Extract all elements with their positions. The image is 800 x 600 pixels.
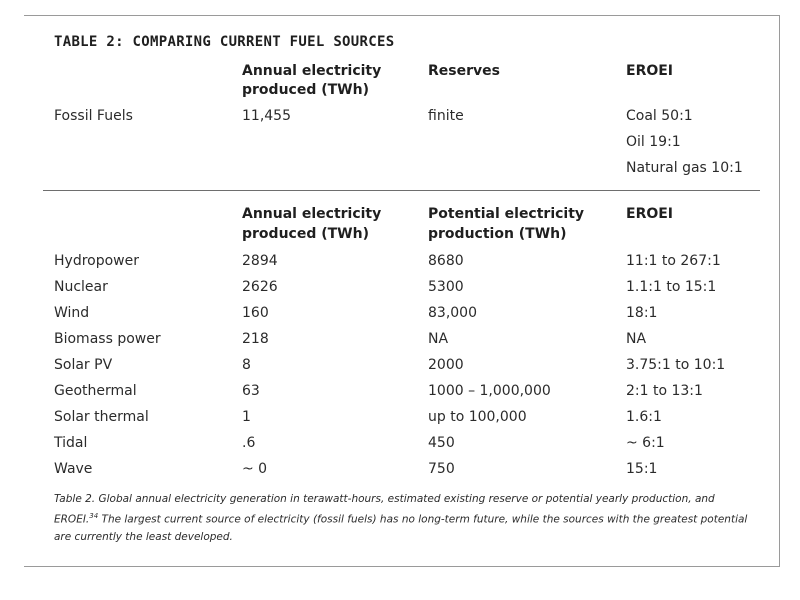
row-produced: 1 xyxy=(242,409,251,425)
table-title: TABLE 2: COMPARING CURRENT FUEL SOURCES xyxy=(54,34,395,50)
row-potential: 83,000 xyxy=(428,305,477,321)
row-eroei: 11:1 to 267:1 xyxy=(626,253,721,269)
top-header-annual-line1: Annual electricity xyxy=(242,63,382,79)
row-source: Hydropower xyxy=(54,253,139,269)
row-produced: ~ 0 xyxy=(242,461,268,477)
row-source: Biomass power xyxy=(54,331,161,347)
row-source: Nuclear xyxy=(54,279,108,295)
row-potential: up to 100,000 xyxy=(428,409,527,425)
row-potential: 8680 xyxy=(428,253,464,269)
row-source: Wave xyxy=(54,461,93,477)
fossil-produced: 11,455 xyxy=(242,108,291,124)
fossil-reserves: finite xyxy=(428,108,464,124)
row-produced: 2894 xyxy=(242,253,278,269)
bottom-header-annual-line2: produced (TWh) xyxy=(242,226,369,242)
fossil-eroei-oil: Oil 19:1 xyxy=(626,134,681,150)
row-produced: 218 xyxy=(242,331,269,347)
row-eroei: 15:1 xyxy=(626,461,658,477)
row-eroei: ~ 6:1 xyxy=(626,435,665,451)
row-eroei: 18:1 xyxy=(626,305,658,321)
row-potential: 5300 xyxy=(428,279,464,295)
top-header-eroei: EROEI xyxy=(626,63,674,79)
fossil-source: Fossil Fuels xyxy=(54,108,133,124)
bottom-header-eroei: EROEI xyxy=(626,206,674,222)
row-produced: .6 xyxy=(242,435,256,451)
top-header-annual-line2: produced (TWh) xyxy=(242,82,369,98)
row-source: Tidal xyxy=(54,435,88,451)
table-caption xyxy=(54,491,754,546)
row-eroei: 2:1 to 13:1 xyxy=(626,383,703,399)
caption-text-1: Table 2. Global annual electricity generation in terawatt-hours, estimated existing reserve or potential yearly production, and EROEI. xyxy=(54,493,715,526)
row-eroei: 3.75:1 to 10:1 xyxy=(626,357,726,373)
bottom-header-annual-line1: Annual electricity xyxy=(242,206,382,222)
row-produced: 8 xyxy=(242,357,251,373)
row-source: Wind xyxy=(54,305,90,321)
caption-footnote: 34 xyxy=(89,512,99,520)
fossil-eroei-gas: Natural gas 10:1 xyxy=(626,160,743,176)
row-potential: 750 xyxy=(428,461,455,477)
row-eroei: 1.6:1 xyxy=(626,409,662,425)
row-source: Geothermal xyxy=(54,383,137,399)
row-produced: 63 xyxy=(242,383,260,399)
row-produced: 160 xyxy=(242,305,269,321)
bottom-header-potential-line1: Potential electricity xyxy=(428,206,585,222)
row-eroei: NA xyxy=(626,331,647,347)
row-potential: 450 xyxy=(428,435,455,451)
caption-text-2: The largest current source of electricity (fossil fuels) has no long-term future, while the sources with the greatest potential are currently the least developed. xyxy=(54,513,748,543)
top-header-reserves: Reserves xyxy=(428,63,500,79)
row-source: Solar thermal xyxy=(54,409,149,425)
bottom-header-potential-line2: production (TWh) xyxy=(428,226,567,242)
section-divider xyxy=(43,190,760,191)
row-potential: NA xyxy=(428,331,449,347)
row-source: Solar PV xyxy=(54,357,113,373)
row-potential: 1000 – 1,000,000 xyxy=(428,383,551,399)
row-eroei: 1.1:1 to 15:1 xyxy=(626,279,717,295)
fossil-eroei-coal: Coal 50:1 xyxy=(626,108,693,124)
row-produced: 2626 xyxy=(242,279,278,295)
row-potential: 2000 xyxy=(428,357,464,373)
